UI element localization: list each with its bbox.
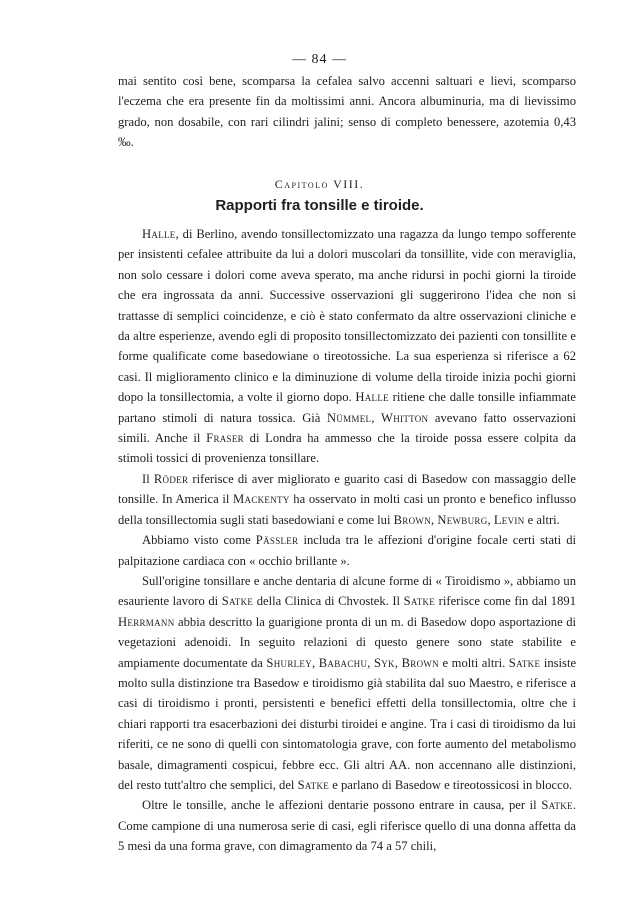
- author-name: Levin: [493, 512, 525, 527]
- chapter-label: Capitolo VIII.: [274, 177, 365, 191]
- author-name: Satke: [508, 655, 541, 670]
- author-name: Syk: [373, 655, 395, 670]
- paragraph-text: ,: [487, 512, 494, 527]
- paragraph-text: riferisce come fin dal 1891: [435, 594, 576, 609]
- page-number: — 84 —: [292, 52, 347, 67]
- author-name: Satke: [541, 798, 573, 813]
- author-name: Halle: [142, 227, 176, 241]
- author-name: Satke: [403, 594, 436, 609]
- paragraph-text: Abbiamo visto come: [142, 533, 256, 548]
- author-name: Satke: [297, 777, 330, 792]
- paragraph-text: e altri.: [524, 512, 560, 527]
- paragraph-text: , di Berlino, avendo tonsillectomizzato una ragazza da lungo tempo sofferente per insistenti cefalee attribuite da lui a dolori muscolari da tonsillite, vide con meraviglia, non solo cessare i dolori come aveva sperato, ma anche ridursi in pochi giorni la tiroide che era ingrossata da anni. Successive osservazioni gli suggerirono l'idea che non si trattasse di semplici coincidenze, e ciò è stato confermato da altre osservazioni cliniche e da altre esperienze, avendo egli di proposito tonsillectomizzato dei pazienti con tonsillite e forme qualificate come basedowiane o tireotossiche. La sua esperienza si riferisce a 62 casi. Il miglioramento clinico e la diminuzione di volume della tiroide inizia pochi giorni dopo la tonsillectomia, a volte il giorno dopo.: [118, 227, 576, 405]
- paragraph-text: Sull'origine tonsillare e anche dentaria di alcune forme di « Tiroidismo », abbiamo un esauriente lavoro di: [118, 573, 576, 609]
- paragraph-text: riferisce di aver migliorato e guarito casi di Basedow con massaggio delle tonsille. In America il: [118, 471, 577, 507]
- paragraph-text: e molti altri.: [438, 655, 509, 670]
- paragraph-text: Il: [142, 471, 154, 486]
- paragraph: [118, 530, 576, 571]
- paragraph-text: avevano fatto osservazioni simili. Anche il: [118, 410, 577, 446]
- paragraph-text: ,: [394, 655, 402, 670]
- paragraph-text: . Come campione di una numerosa serie di casi, egli riferisce quello di una donna affetta da 5 mesi da una forma grave, con dimagramento da 74 a 57 chili,: [118, 798, 576, 854]
- paragraph: [118, 469, 576, 530]
- paragraph-text: ,: [367, 655, 374, 670]
- paragraph-text: ritiene che dalle tonsille infiammate partano stimoli di natura tossica. Già: [118, 390, 576, 425]
- paragraph: [118, 795, 576, 856]
- author-name: Newburg: [437, 512, 488, 527]
- author-name: Herrmann: [118, 614, 175, 629]
- paragraph-text: Oltre le tonsille, anche le affezioni dentarie possono entrare in causa, per il: [142, 798, 542, 813]
- author-name: Brown: [401, 655, 439, 670]
- author-name: Shurley: [266, 655, 313, 670]
- author-name: Babachu: [318, 655, 368, 670]
- paragraph-text: della Clinica di Chvostek. Il: [253, 594, 404, 609]
- paragraph-text: ,: [371, 410, 382, 425]
- paragraph-text: includa tra le affezioni d'origine focale certi stati di palpitazione cardiaca con « occhio brillante ».: [118, 533, 576, 568]
- paragraph-text: insiste molto sulla distinzione tra Basedow e tiroidismo già stabilita dal suo Maestro, e riferisce a casi di tiroidismo i pronti, persistenti e benefici effetti della tonsillectomia, oltre che i chiari rapporti tra esacerbazioni dei disturbi tiroidei e angine. Tra i casi di tiroidismo da lui riferiti, ce ne sono di quelli con sintomatologia grave, con forte aumento del metabolismo basale, dimagramenti cospicui, febbre ecc. Gli altri AA. non accennano alle distinzioni, del resto tutt'altro che semplici, del: [118, 655, 577, 792]
- chapter-title: Rapporti fra tonsille e tiroide.: [215, 197, 424, 214]
- paragraph-text: e parlano di Basedow e tireotossicosi in blocco.: [329, 777, 573, 792]
- author-name: Mackenty: [233, 492, 290, 507]
- author-name: Whitton: [381, 410, 429, 425]
- author-name: Fraser: [206, 431, 244, 446]
- author-name: Brown: [393, 512, 432, 527]
- paragraph-text: ,: [312, 655, 319, 670]
- continued-paragraph-block: [118, 71, 576, 153]
- paragraph: [118, 224, 576, 469]
- paragraph-text: ha osservato in molti casi un pronto e benefico influsso della tonsillectomia sugli stati basedowiani e come lui: [118, 492, 576, 527]
- author-name: Satke: [221, 594, 254, 609]
- paragraph-text: abbia descritto la guarigione pronta di un m. di Basedow dopo asportazione di vegetazioni adenoidi. In seguito relazioni di questo genere sono state stabilite e ampiamente documentate da: [118, 614, 576, 670]
- author-name: Halle: [355, 390, 389, 405]
- paragraph-text: di Londra ha ammesso che la tiroide possa essere colpita da stimoli tossici di provenienza tonsillare.: [118, 431, 576, 466]
- author-name: Pässler: [255, 533, 299, 548]
- paragraph: [118, 571, 576, 795]
- paragraph-text: ,: [431, 512, 438, 527]
- continued-paragraph: mai sentito così bene, scomparsa la cefalea salvo accenni saltuari e lievi, scomparso l'eczema che era presente fin da moltissimi anni. Ancora albuminuria, ma di lievissimo grado, non dosabile, con rari cilindri jalini; senso di completo benessere, azotemia 0,43 ‰.: [118, 74, 576, 150]
- chapter-body: [118, 224, 576, 857]
- author-name: Röder: [153, 471, 189, 486]
- author-name: Nümmel: [326, 410, 372, 425]
